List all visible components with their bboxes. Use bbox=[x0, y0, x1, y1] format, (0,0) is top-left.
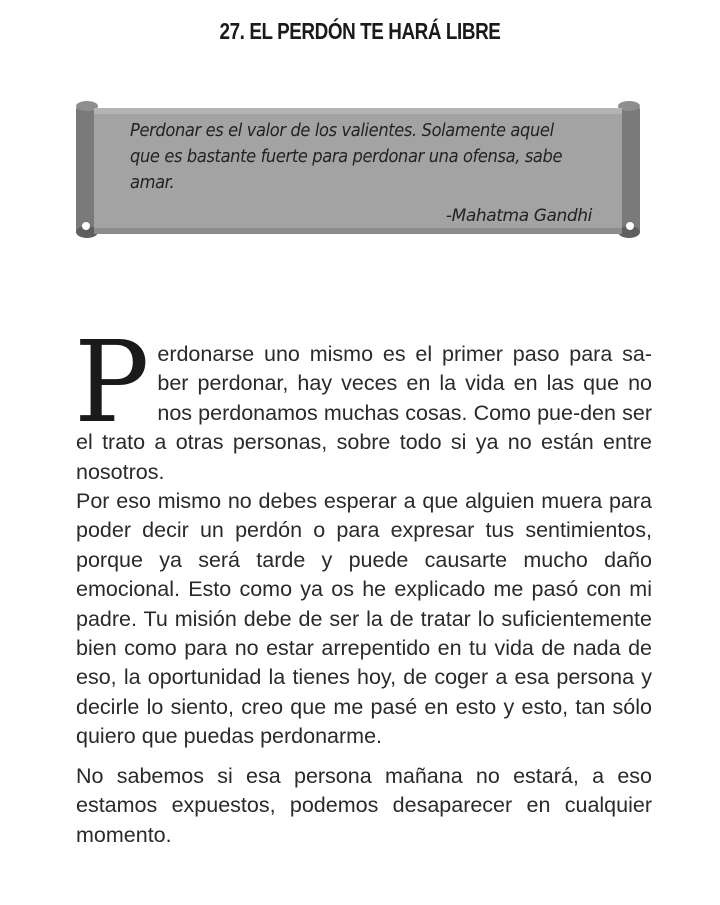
chapter-body bbox=[74, 318, 652, 850]
quote-scroll-banner bbox=[72, 98, 644, 242]
paragraph-1-text: erdonarse uno mismo es el primer paso para sa-ber perdonar, hay veces en la vida en las que no nos perdonamos muchas cosas. Como pue-den ser el trato a otras personas, sobre todo si ya no están entre nosotros. bbox=[76, 342, 652, 484]
body-paragraph-1 bbox=[74, 318, 652, 487]
body-paragraph-3: No sabemos si esa persona mañana no estará, a eso estamos expuestos, podemos desaparecer en cualquier momento. bbox=[76, 763, 652, 847]
quote-text: Perdonar es el valor de los valientes. Solamente aquel que es bastante fuerte para perdonar una ofensa, sabe amar. bbox=[130, 121, 563, 193]
chapter-title: 27. EL PERDÓN TE HARÁ LIBRE bbox=[219, 18, 501, 44]
drop-cap: P bbox=[74, 318, 150, 448]
body-paragraph-2: Por eso mismo no debes esperar a que alguien muera para poder decir un perdón o para expresar tus sentimientos, porque ya será tarde y puede causarte mucho daño emocional. Esto como ya os he explicado me pasó con mi padre. Tu misión debe de ser la de tratar lo suficientemente bien como para no estar arrepentido en tu vida de nada de eso, la oportunidad la tienes hoy, de coger a esa persona y decirle lo siento, creo que me pasé en esto y esto, tan sólo quiero que puedas perdonarme. bbox=[76, 489, 652, 749]
quote-author: -Mahatma Gandhi bbox=[445, 206, 592, 226]
